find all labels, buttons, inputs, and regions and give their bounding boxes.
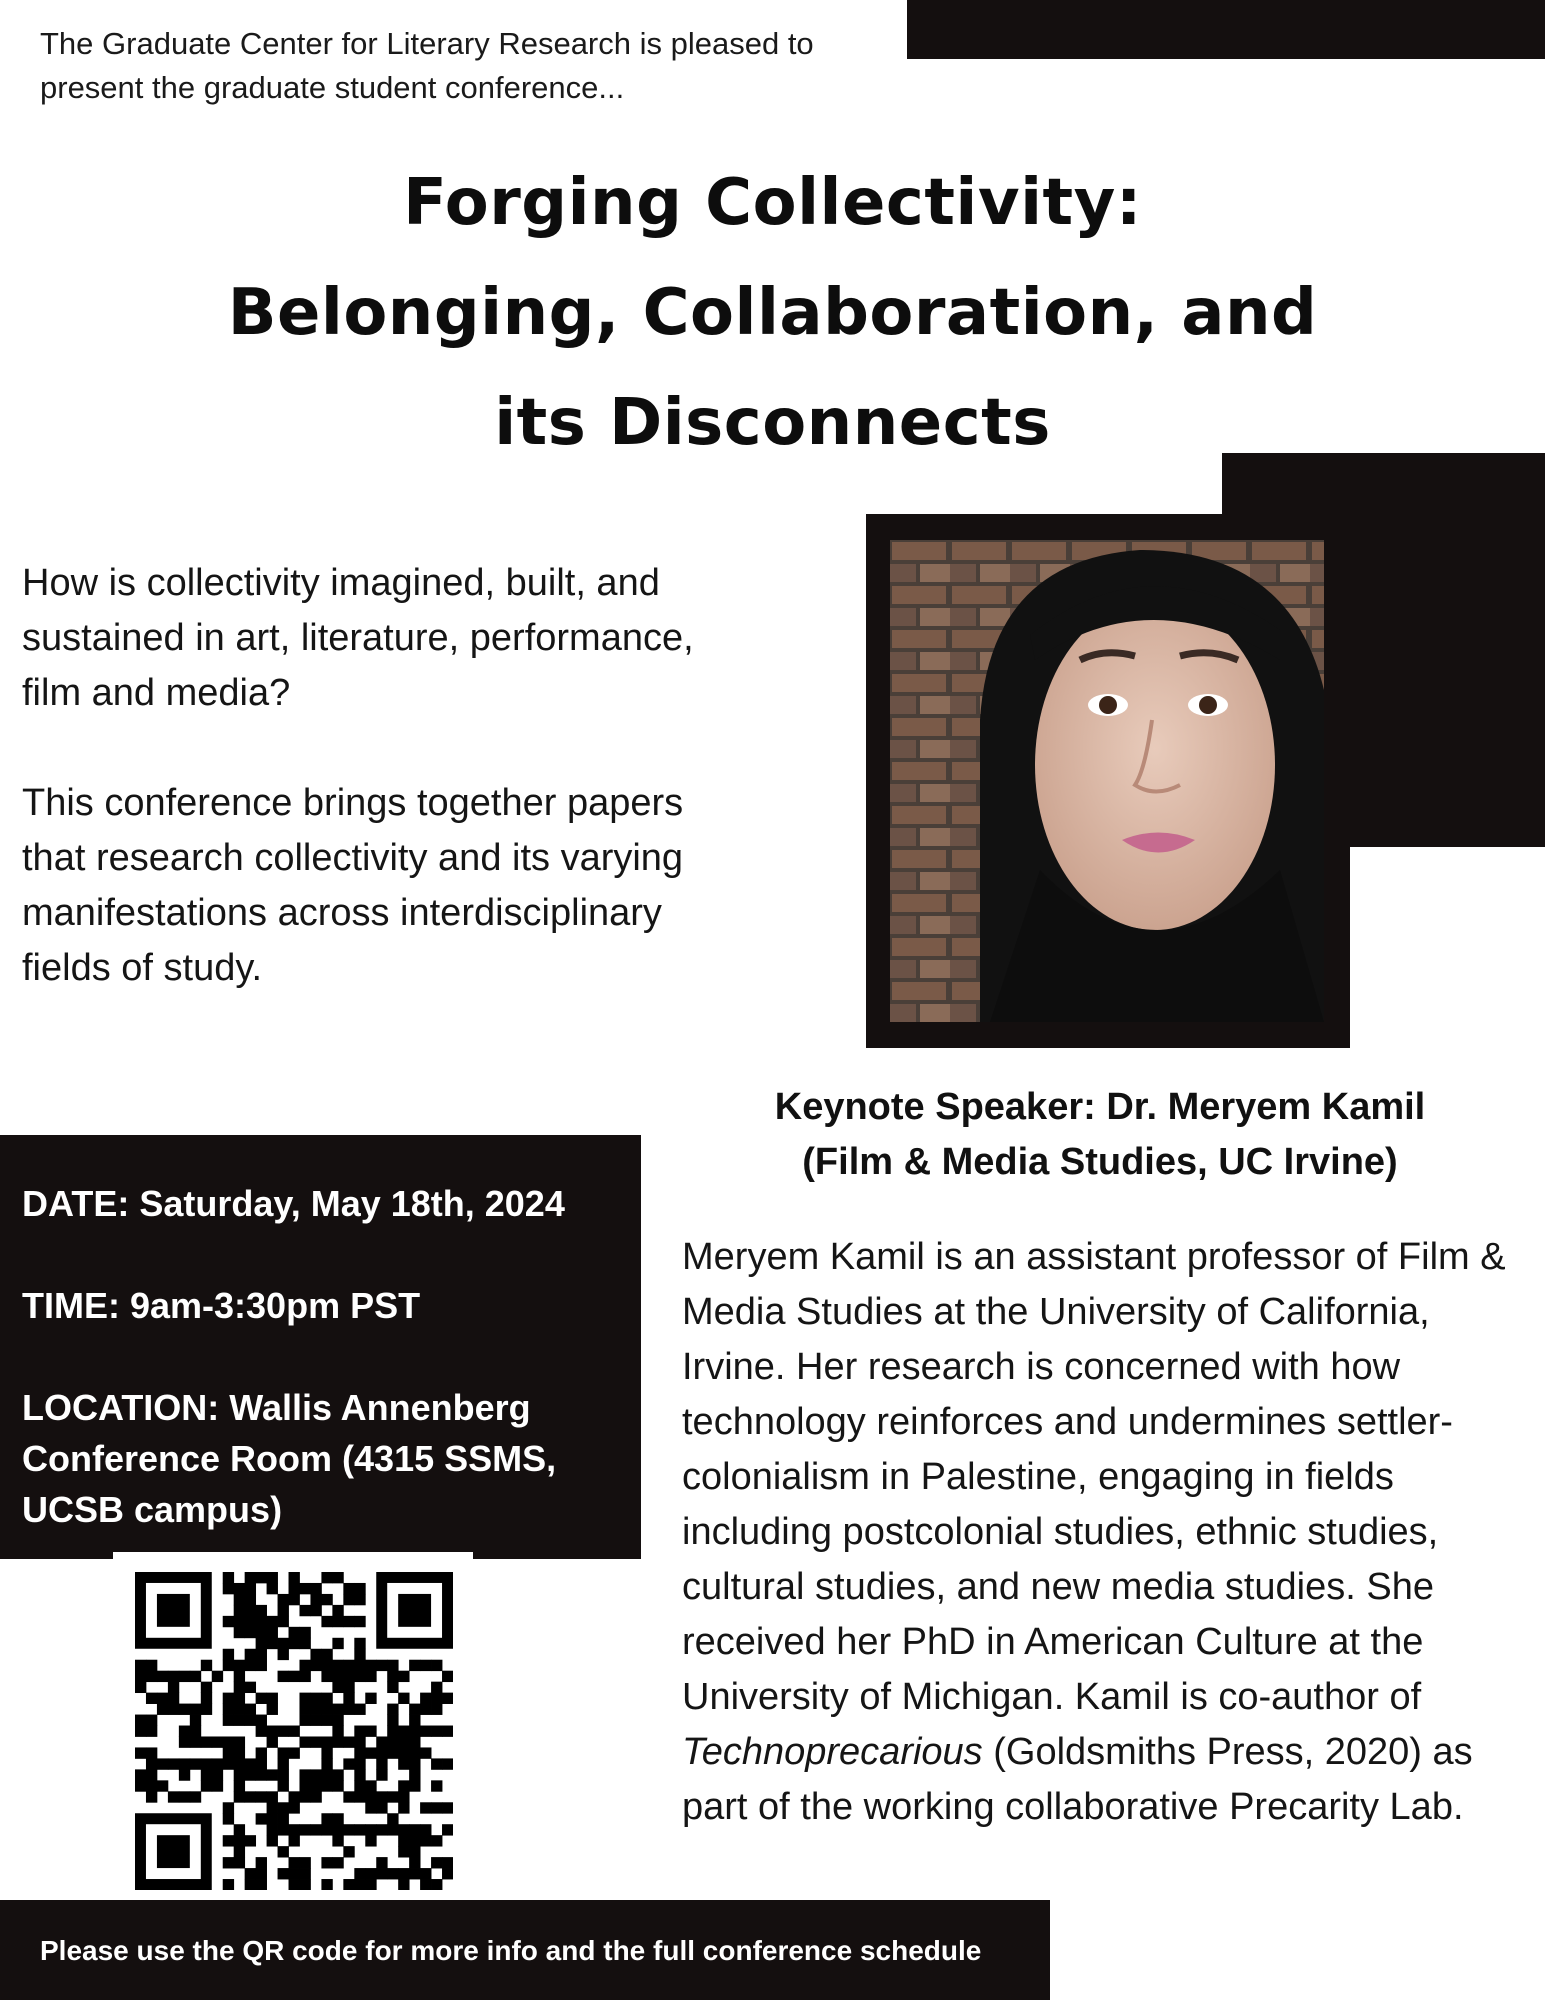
description-paragraph-1: How is collectivity imagined, built, and sustained in art, literature, performance, film and media? (22, 562, 694, 714)
description-paragraph-2: This conference brings together papers that research collectivity and its varying manifestations across interdisciplinary fields of study. (22, 782, 684, 989)
qr-code[interactable] (113, 1552, 473, 1912)
title-line-2: Belonging, Collaboration, and (227, 276, 1318, 350)
keynote-heading (680, 1080, 1520, 1190)
keynote-affiliation-line: (Film & Media Studies, UC Irvine) (802, 1141, 1398, 1183)
bio-text-start: Meryem Kamil is an assistant professor of Film & Media Studies at the University of California, Irvine. Her research is concerned with how technology reinforces and undermines settler-colonialism in Palestine, engaging in fields including postcolonial studies, ethnic studies, cultural studies, and new media studies. She received her PhD in American Culture at the University of Michigan. Kamil is co-author of (682, 1236, 1506, 1718)
qr-code-graphic[interactable] (135, 1572, 453, 1890)
title-line-3: its Disconnects (494, 386, 1051, 460)
footer-bar (0, 1900, 1050, 2000)
speaker-photo (890, 540, 1324, 1022)
intro-text (40, 22, 900, 110)
event-date: DATE: Saturday, May 18th, 2024 (22, 1183, 565, 1224)
intro-line-1: The Graduate Center for Literary Research is pleased to (40, 26, 814, 61)
speaker-bio (682, 1230, 1532, 1835)
bio-text-end: (Goldsmiths Press, 2020) as part of the working collaborative Precarity Lab. (682, 1731, 1473, 1828)
top-decor-bar (907, 0, 1545, 59)
conference-description (22, 556, 742, 1051)
keynote-speaker-line: Keynote Speaker: Dr. Meryem Kamil (774, 1086, 1426, 1128)
event-location: LOCATION: Wallis Annenberg Conference Room (4315 SSMS, UCSB campus) (22, 1387, 557, 1530)
event-details-box (0, 1135, 641, 1559)
footer-text: Please use the QR code for more info and the full conference schedule (40, 1935, 982, 1966)
intro-line-2: present the graduate student conference... (40, 70, 625, 105)
bio-book-title: Technoprecarious (682, 1731, 983, 1773)
title-line-1: Forging Collectivity: (403, 166, 1142, 240)
conference-title (0, 148, 1545, 478)
event-time: TIME: 9am-3:30pm PST (22, 1285, 421, 1326)
